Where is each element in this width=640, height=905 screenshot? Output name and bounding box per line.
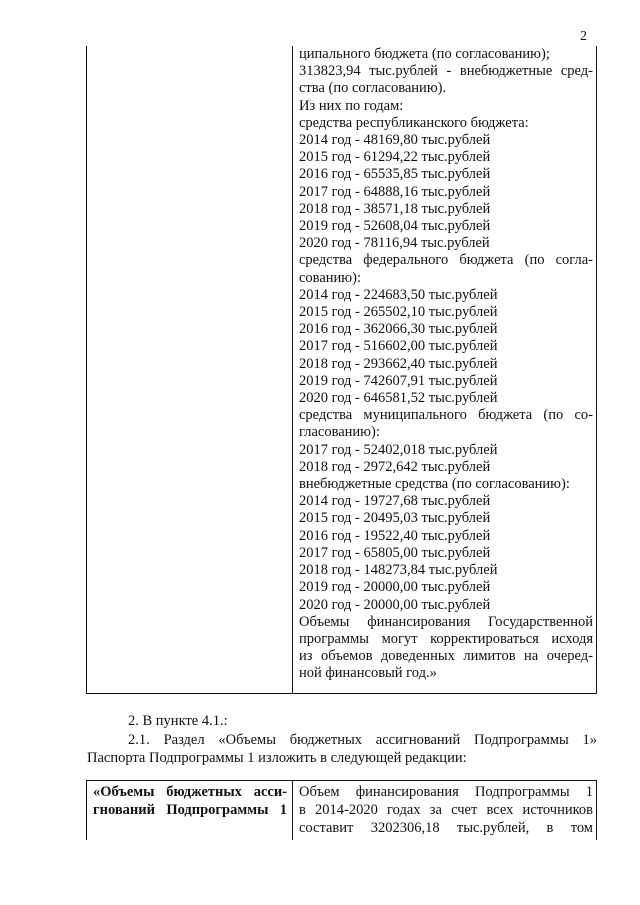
text-line: Объем финансирования Подпрограммы 1 bbox=[299, 784, 593, 800]
column-divider bbox=[292, 781, 293, 840]
text-line: средства муниципального бюджета (по со- bbox=[299, 407, 593, 424]
text-line: 2018 год - 38571,18 тыс.рублей bbox=[299, 200, 491, 217]
text-line: 2015 год - 265502,10 тыс.рублей bbox=[299, 304, 498, 321]
text-line: 2020 год - 20000,00 тыс.рублей bbox=[299, 596, 491, 613]
text-line: 2020 год - 78116,94 тыс.рублей bbox=[299, 235, 490, 252]
text-line: 2015 год - 61294,22 тыс.рублей bbox=[299, 149, 491, 166]
text-line: 313823,94 тыс.рублей - внебюджетные сред- bbox=[299, 63, 593, 80]
heading-line: «Объемы бюджетных асси- bbox=[93, 784, 287, 800]
column-divider bbox=[292, 46, 293, 693]
paragraph-line: 2.1. Раздел «Объемы бюджетных ассигнований Подпрограммы 1» bbox=[128, 732, 597, 748]
amendment-paragraph bbox=[87, 731, 597, 767]
text-line: программы могут корректироваться исходя bbox=[299, 630, 593, 647]
text-line: Объемы финансирования Государственной bbox=[299, 613, 593, 630]
text-line: 2017 год - 52402,018 тыс.рублей bbox=[299, 441, 498, 458]
text-line: 2016 год - 65535,85 тыс.рублей bbox=[299, 166, 491, 183]
text-line: из объемов доведенных лимитов на очеред- bbox=[299, 648, 593, 665]
text-line: ства (по согласованию). bbox=[299, 80, 447, 97]
text-line: сованию): bbox=[299, 269, 361, 286]
text-line: 2014 год - 48169,80 тыс.рублей bbox=[299, 132, 491, 149]
text-line: Из них по годам: bbox=[299, 97, 404, 114]
text-line: в 2014-2020 годах за счет всех источников bbox=[299, 802, 593, 818]
heading-line: гнований Подпрограммы 1 bbox=[93, 802, 287, 818]
funding-details-cell bbox=[299, 46, 593, 683]
text-line: средства федерального бюджета (по согла- bbox=[299, 252, 593, 269]
text-line: ципального бюджета (по согласованию); bbox=[299, 46, 550, 62]
funding-table-continued bbox=[86, 46, 597, 694]
text-line: 2019 год - 20000,00 тыс.рублей bbox=[299, 579, 491, 596]
row-heading bbox=[93, 783, 287, 819]
paragraph-line: Паспорта Подпрограммы 1 изложить в следующей редакции: bbox=[87, 750, 467, 766]
text-line: 2018 год - 148273,84 тыс.рублей bbox=[299, 562, 498, 579]
text-line: 2014 год - 224683,50 тыс.рублей bbox=[299, 286, 498, 303]
text-line: 2016 год - 19522,40 тыс.рублей bbox=[299, 527, 491, 544]
text-line: 2019 год - 742607,91 тыс.рублей bbox=[299, 372, 498, 389]
text-line: ной финансовый год.» bbox=[299, 665, 437, 682]
text-line: внебюджетные средства (по согласованию): bbox=[299, 476, 570, 493]
text-line: гласованию): bbox=[299, 424, 380, 441]
text-line: 2017 год - 516602,00 тыс.рублей bbox=[299, 338, 498, 355]
text-line: 2020 год - 646581,52 тыс.рублей bbox=[299, 390, 498, 407]
funding-volume-cell bbox=[299, 783, 593, 837]
text-line: 2018 год - 293662,40 тыс.рублей bbox=[299, 355, 498, 372]
text-line: 2017 год - 65805,00 тыс.рублей bbox=[299, 544, 491, 561]
text-line: 2014 год - 19727,68 тыс.рублей bbox=[299, 493, 491, 510]
item-heading: 2. В пункте 4.1.: bbox=[128, 713, 228, 729]
text-line: средства республиканского бюджета: bbox=[299, 114, 529, 131]
text-line: 2019 год - 52608,04 тыс.рублей bbox=[299, 218, 491, 235]
text-line: 2018 год - 2972,642 тыс.рублей bbox=[299, 458, 491, 475]
text-line: составит 3202306,18 тыс.рублей, в том bbox=[299, 820, 593, 836]
text-line: 2015 год - 20495,03 тыс.рублей bbox=[299, 510, 491, 527]
text-line: 2016 год - 362066,30 тыс.рублей bbox=[299, 321, 498, 338]
subprogram-funding-table bbox=[86, 780, 597, 840]
page-number: 2 bbox=[580, 29, 587, 44]
text-line: 2017 год - 64888,16 тыс.рублей bbox=[299, 183, 491, 200]
